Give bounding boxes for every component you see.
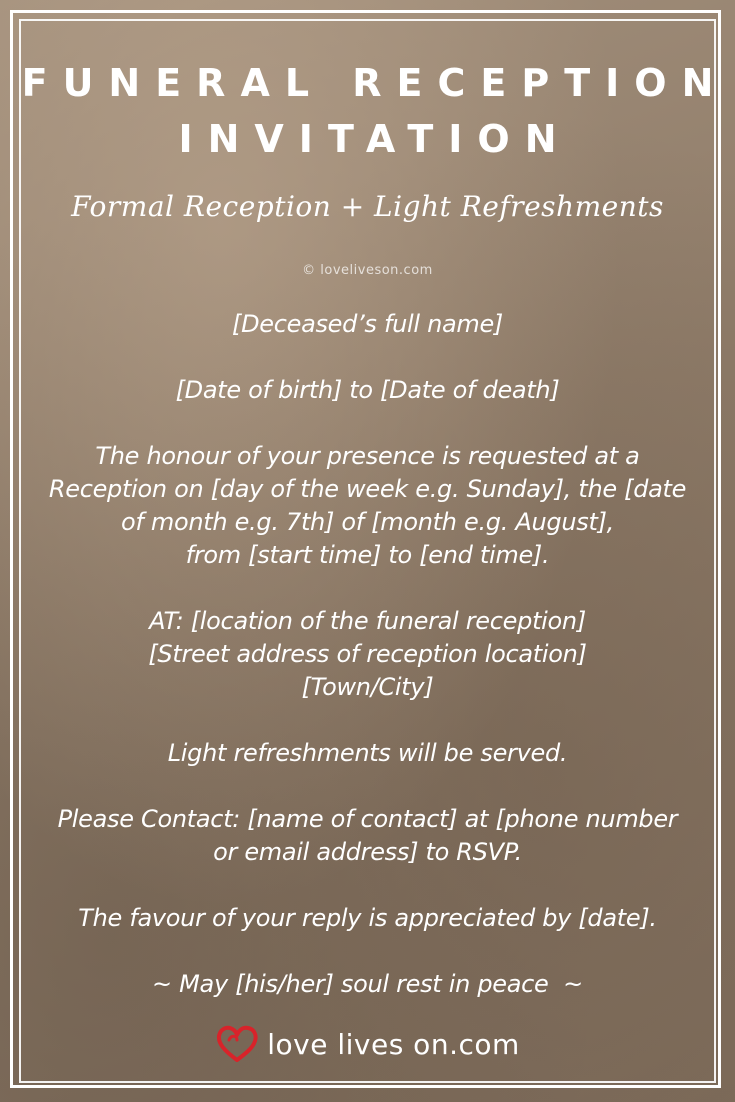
- reception-request: [22, 440, 713, 572]
- life-dates: [22, 374, 713, 407]
- contact-line: or email address] to RSVP.: [213, 838, 522, 866]
- request-line: from [start time] to [end time].: [185, 541, 550, 569]
- request-line: Reception on [day of the week e.g. Sunday], the [date: [48, 475, 687, 503]
- refreshments-text: Light refreshments will be served.: [167, 739, 568, 767]
- closing-text: ~ May [his/her] soul rest in peace ~: [152, 970, 583, 998]
- heart-icon: [215, 1022, 259, 1066]
- title-line-2: INVITATION: [178, 117, 572, 161]
- contact-info: [22, 803, 713, 869]
- location-line: [Town/City]: [301, 673, 434, 701]
- location-line: [Street address of reception location]: [148, 640, 587, 668]
- life-dates-text: [Date of birth] to [Date of death]: [175, 376, 560, 404]
- request-line: of month e.g. 7th] of [month e.g. August],: [121, 508, 614, 536]
- title-line-1: FUNERAL RECEPTION: [21, 61, 729, 105]
- closing-blessing: [22, 968, 713, 1001]
- location-line: AT: [location of the funeral reception]: [149, 607, 586, 635]
- refreshments-note: [22, 737, 713, 770]
- brand-logo: [0, 1022, 735, 1066]
- contact-line: Please Contact: [name of contact] at [phone number: [57, 805, 678, 833]
- invitation-body: [22, 308, 713, 1001]
- subtitle: Formal Reception + Light Refreshments: [71, 190, 664, 223]
- request-line: The honour of your presence is requested at a: [95, 442, 640, 470]
- page-title: [0, 55, 735, 167]
- reply-request: [22, 902, 713, 935]
- deceased-name-text: [Deceased’s full name]: [232, 310, 503, 338]
- reply-text: The favour of your reply is appreciated by [date].: [78, 904, 657, 932]
- reception-location: [22, 605, 713, 704]
- brand-logo-text: love lives on.com: [267, 1027, 520, 1061]
- copyright-notice: © loveliveson.com: [302, 263, 433, 278]
- deceased-name: [22, 308, 713, 341]
